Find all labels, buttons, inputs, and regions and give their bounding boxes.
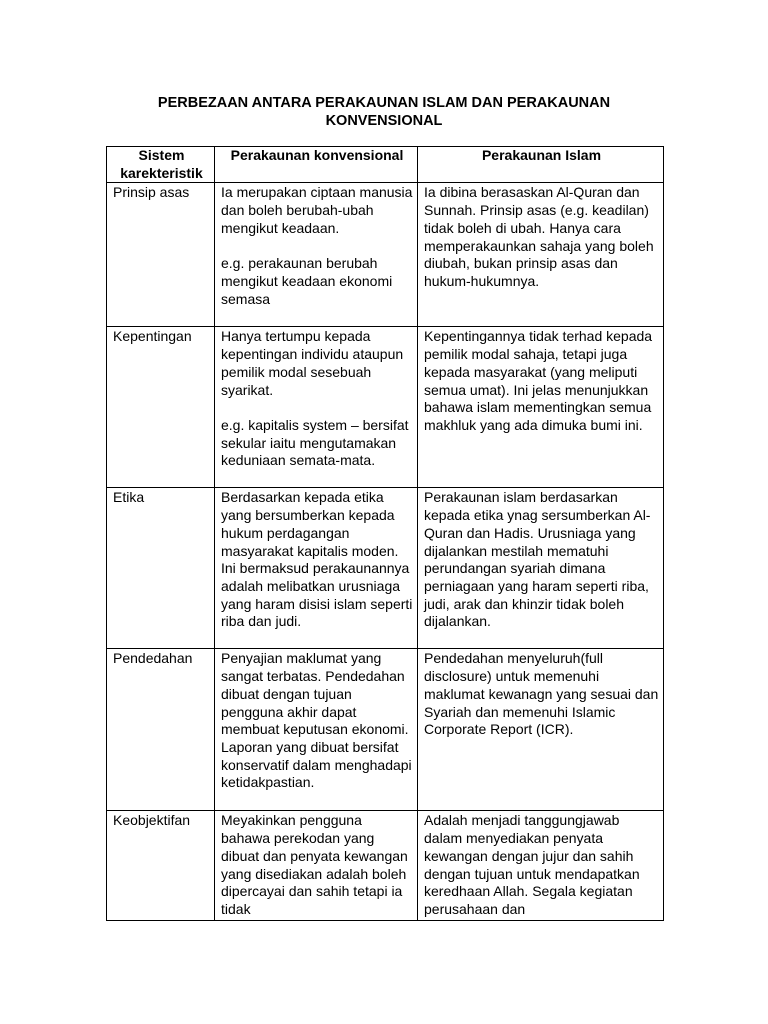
islam-cell: Pendedahan menyeluruh(full disclosure) untuk memenuhi maklumat kewanagn yang sesuai dan Syariah dan memenuhi Islamic Corporate Report (ICR). [418, 649, 664, 811]
konvensional-cell: Penyajian maklumat yang sangat terbatas. Pendedahan dibuat dengan tujuan pengguna akhir dapat membuat keputusan ekonomi. Laporan yang dibuat bersifat konservatif dalam menghadapi ketidakpastian. [215, 649, 418, 811]
konvensional-cell: Meyakinkan pengguna bahawa perekodan yang dibuat dan penyata kewangan yang disediakan adalah boleh dipercayai dan sahih tetapi ia tidak [215, 811, 418, 921]
table-row [107, 327, 664, 488]
konvensional-example: e.g. perakaunan berubah mengikut keadaan ekonomi semasa [221, 255, 393, 307]
islam-cell: Perakaunan islam berdasarkan kepada etika ynag sersumberkan Al-Quran dan Hadis. Urusniaga yang dijalankan mestilah mematuhi perundangan syariah dimana perniagaan yang haram seperti riba, judi, arak dan khinzir tidak boleh dijalankan. [418, 488, 664, 649]
row-characteristic: Etika [107, 488, 215, 649]
table-row [107, 649, 664, 811]
konvensional-text: Hanya tertumpu kepada kepentingan individu ataupun pemilik modal sesebuah syarikat. [221, 328, 404, 398]
row-characteristic: Kepentingan [107, 327, 215, 488]
table-row [107, 811, 664, 921]
header-characteristic-line1: Sistem [138, 147, 185, 163]
title-line-2: KONVENSIONAL [325, 113, 443, 129]
title-line-1: PERBEZAAN ANTARA PERAKAUNAN ISLAM DAN PERAKAUNAN [157, 95, 611, 111]
konvensional-cell: Berdasarkan kepada etika yang bersumberkan kepada hukum perdagangan masyarakat kapitalis moden. Ini bermaksud perakaunannya adalah melibatkan urusniaga yang haram disisi islam seperti riba dan judi. [215, 488, 418, 649]
islam-cell: Adalah menjadi tanggungjawab dalam menyediakan penyata kewangan dengan jujur dan sahih dengan tujuan untuk mendapatkan keredhaan Allah. Segala kegiatan perusahaan dan [418, 811, 664, 921]
row-characteristic: Pendedahan [107, 649, 215, 811]
islam-cell: Ia dibina berasaskan Al-Quran dan Sunnah. Prinsip asas (e.g. keadilan) tidak boleh di ubah. Hanya cara memperakaunkan sahaja yang boleh diubah, bukan prinsip asas dan hukum-hukumnya. [418, 183, 664, 327]
header-characteristic [107, 147, 215, 183]
table-row [107, 183, 664, 327]
table-row [107, 488, 664, 649]
konvensional-example: e.g. kapitalis system – bersifat sekular iaitu mengutamakan keduniaan semata-mata. [221, 416, 409, 469]
konvensional-cell [215, 327, 418, 488]
header-islam: Perakaunan Islam [418, 147, 664, 183]
comparison-table [106, 146, 664, 921]
row-characteristic: Keobjektifan [107, 811, 215, 921]
header-konvensional: Perakaunan konvensional [215, 147, 418, 183]
row-characteristic: Prinsip asas [107, 183, 215, 327]
header-characteristic-line2: karekteristik [120, 164, 203, 181]
islam-cell: Kepentingannya tidak terhad kepada pemilik modal sahaja, tetapi juga kepada masyarakat (yang meliputi semua umat). Ini jelas menunjukkan bahawa islam mementingkan semua makhluk yang ada dimuka bumi ini. [418, 327, 664, 488]
table-header-row [107, 147, 664, 183]
konvensional-text: Ia merupakan ciptaan manusia dan boleh berubah-ubah mengikut keadaan. [221, 184, 413, 236]
konvensional-cell [215, 183, 418, 327]
page-title [106, 94, 662, 130]
